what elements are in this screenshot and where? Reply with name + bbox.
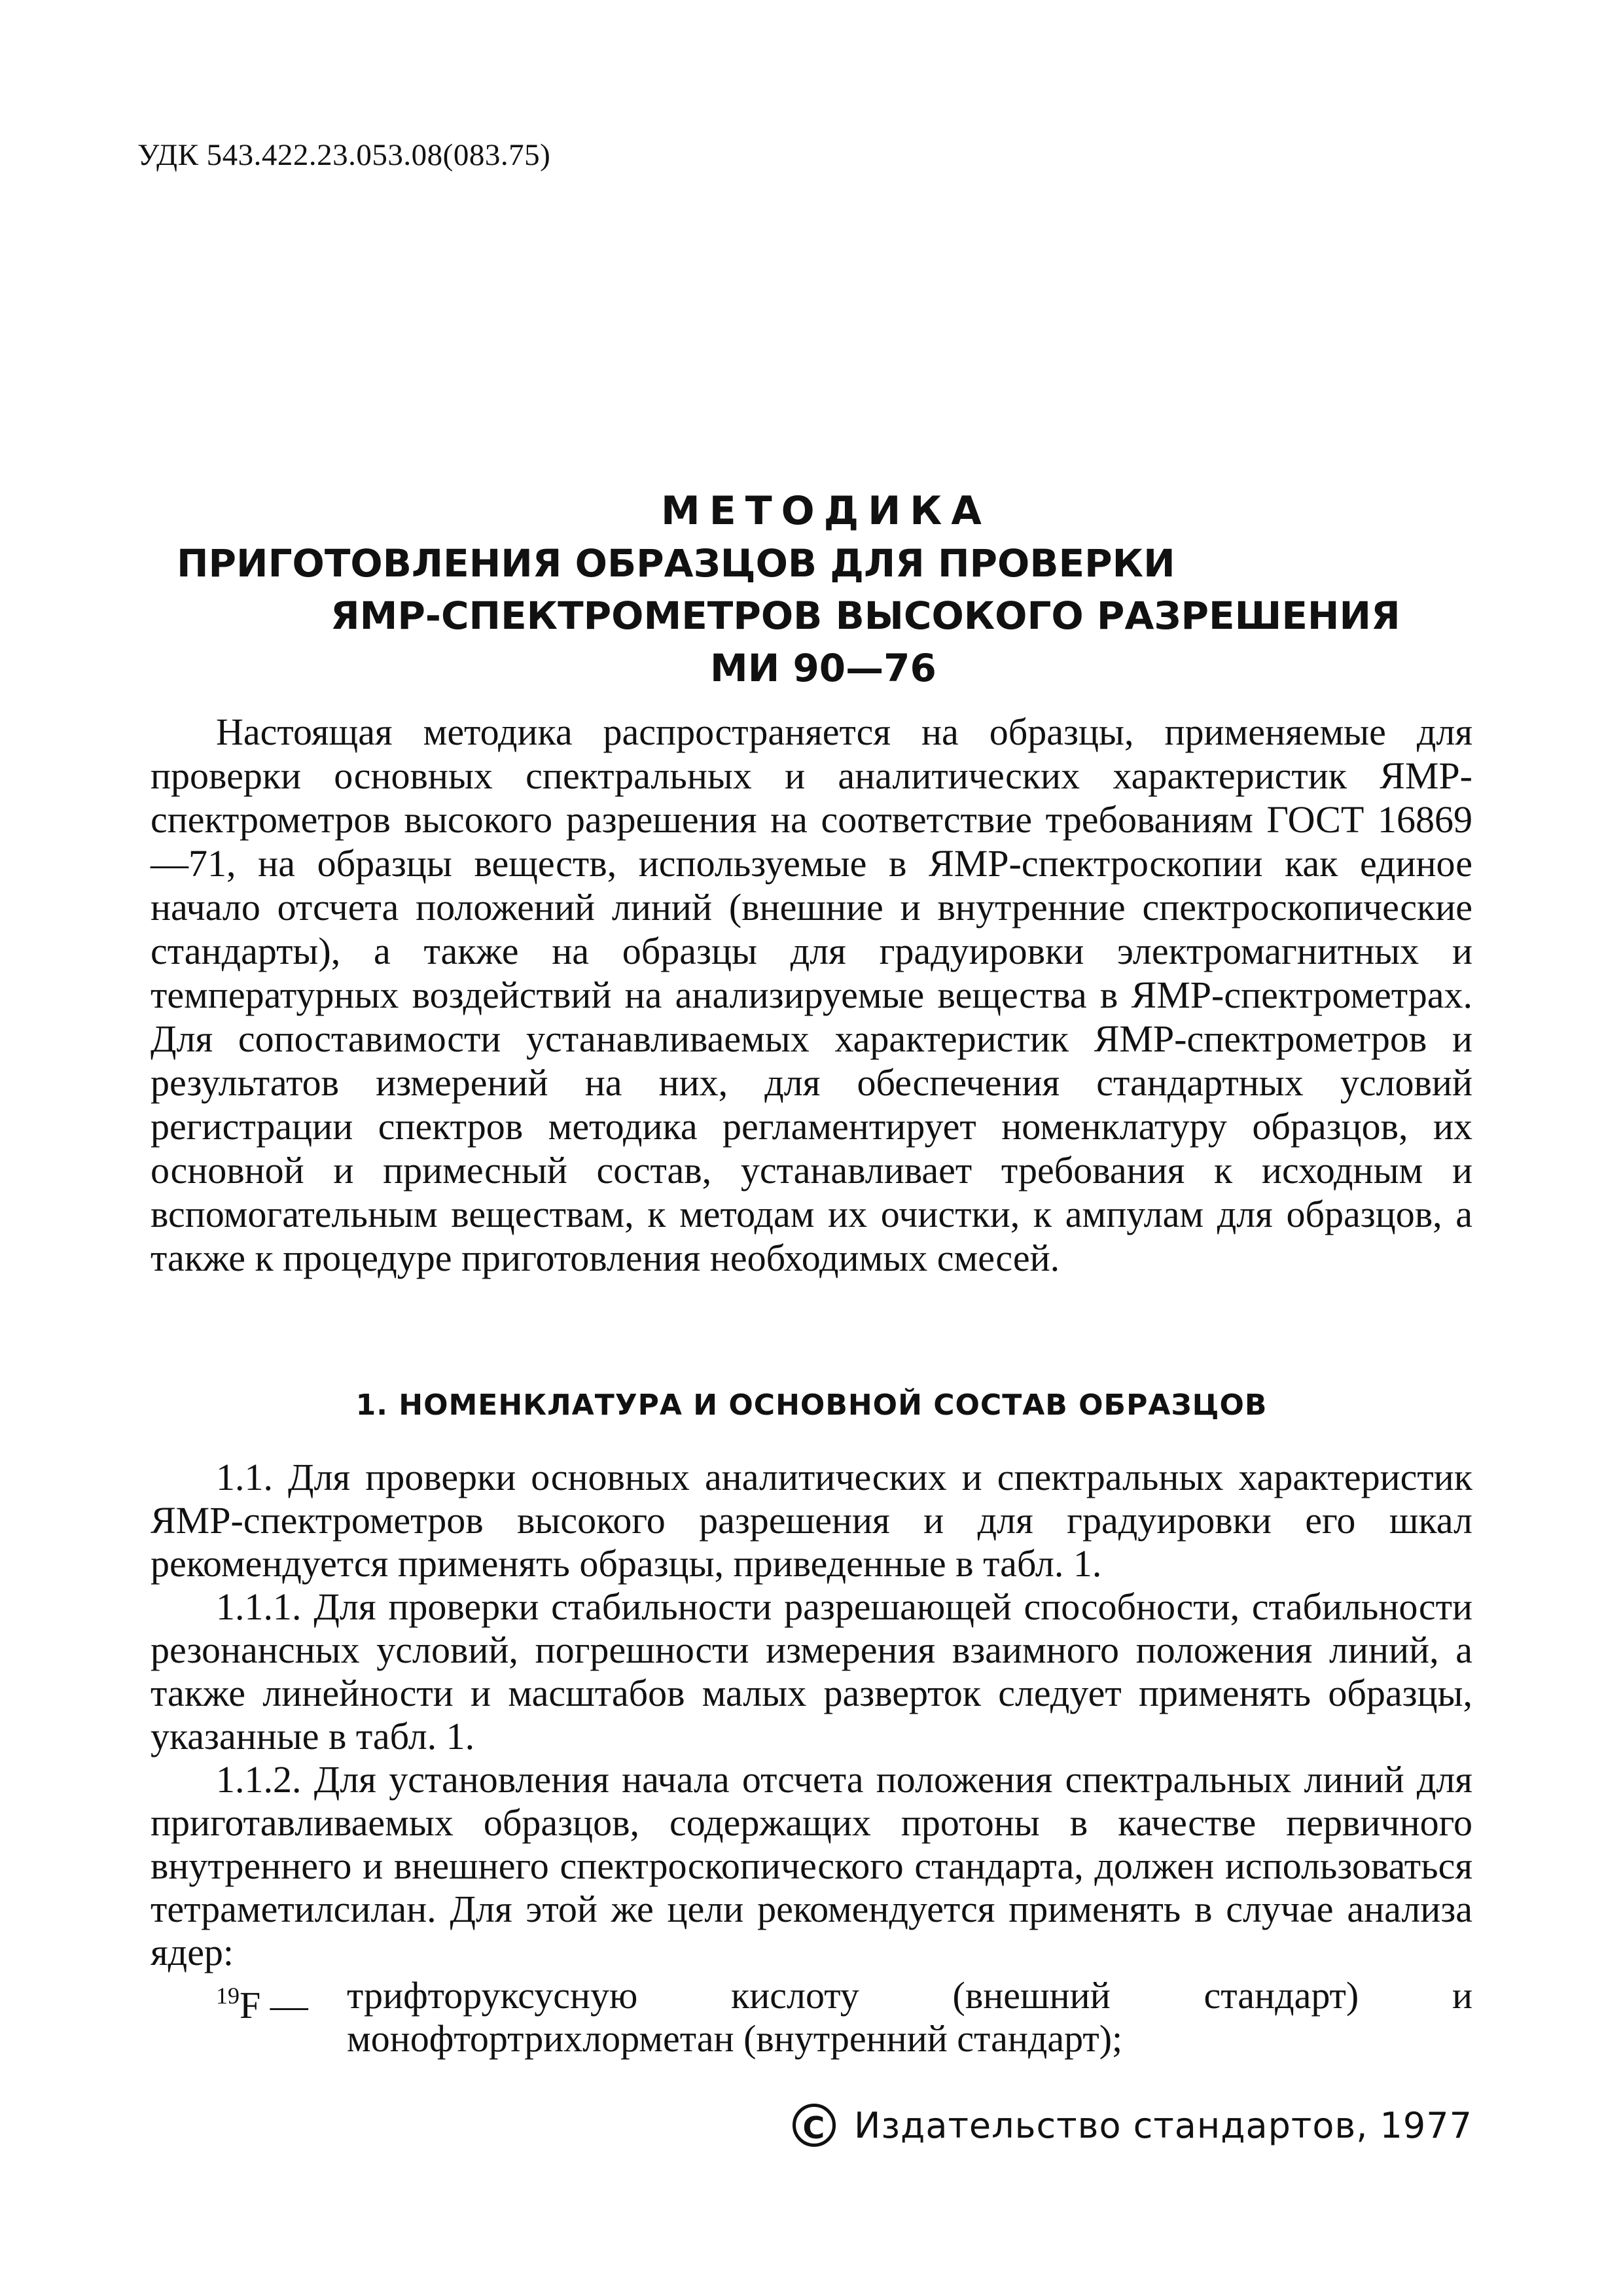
paragraph-1-1: 1.1. Для проверки основных аналитических и спектральных характеристик ЯМР-спектрометров высокого разрешения и для градуировки его шкал рекомендуется применять образцы, приведенные в табл. 1. (151, 1456, 1472, 1585)
intro-paragraph: Настоящая методика распространяется на образцы, применяемые для проверки основных спектральных и аналитических характеристик ЯМР-спектрометров высокого разрешения на соответствие требованиям ГОСТ 16869—71, на образцы веществ, используемые в ЯМР-спектроскопии как единое начало отсчета положений линий (внешние и внутренние спектроскопические стандарты), а также на образцы для градуировки электромагнитных и температурных воздействий на анализируемые вещества в ЯМР-спектрометрах. Для сопоставимости устанавливаемых характеристик ЯМР-спектрометров и результатов измерений на них, для обеспечения стандартных условий регистрации спектров методика регламентирует номенклатуру образцов, их основной и примесный состав, устанавливает требования к исходным и вспомогательным веществам, к методам их очистки, к ампулам для образцов, а также к процедуре приготовления необходимых смесей. (151, 711, 1472, 1279)
publisher-text: Издательство стандартов, 1977 (853, 2104, 1472, 2146)
title-line-2: ПРИГОТОВЛЕНИЯ ОБРАЗЦОВ ДЛЯ ПРОВЕРКИ (177, 541, 1175, 586)
copyright-footer (793, 2104, 1472, 2147)
list-item-fluorine (151, 1974, 1472, 2060)
copyright-icon: C (793, 2104, 836, 2147)
list-item-text: трифторуксусную кислоту (внешний стандарт) и монофтортрихлорметан (внутренний стандарт); (347, 1974, 1472, 2060)
title-line-methodology: МЕТОДИКА (661, 488, 991, 534)
udc-code: УДК 543.422.23.053.08(083.75) (137, 138, 551, 172)
document-number: МИ 90—76 (710, 646, 936, 690)
section-1-body (151, 1456, 1472, 2060)
mass-number: 19 (216, 1983, 240, 2009)
paragraph-1-1-1: 1.1.1. Для проверки стабильности разрешающей способности, стабильности резонансных условий, погрешности измерения взаимного положения линий, а также линейности и масштабов малых разверток следует применять образцы, указанные в табл. 1. (151, 1585, 1472, 1757)
nucleus-label (216, 1974, 308, 2027)
paragraph-1-1-2: 1.1.2. Для установления начала отсчета положения спектральных линий для приготавливаемых образцов, содержащих протоны в качестве первичного внутреннего и внешнего спектроскопического стандарта, должен использоваться тетраметилсилан. Для этой же цели рекомендуется применять в случае анализа ядер: (151, 1758, 1472, 1973)
nucleus-symbol: F — (240, 1984, 308, 2026)
section-1-heading: 1. НОМЕНКЛАТУРА И ОСНОВНОЙ СОСТАВ ОБРАЗЦОВ (355, 1388, 1268, 1422)
title-line-3: ЯМР-СПЕКТРОМЕТРОВ ВЫСОКОГО РАЗРЕШЕНИЯ (330, 593, 1400, 638)
